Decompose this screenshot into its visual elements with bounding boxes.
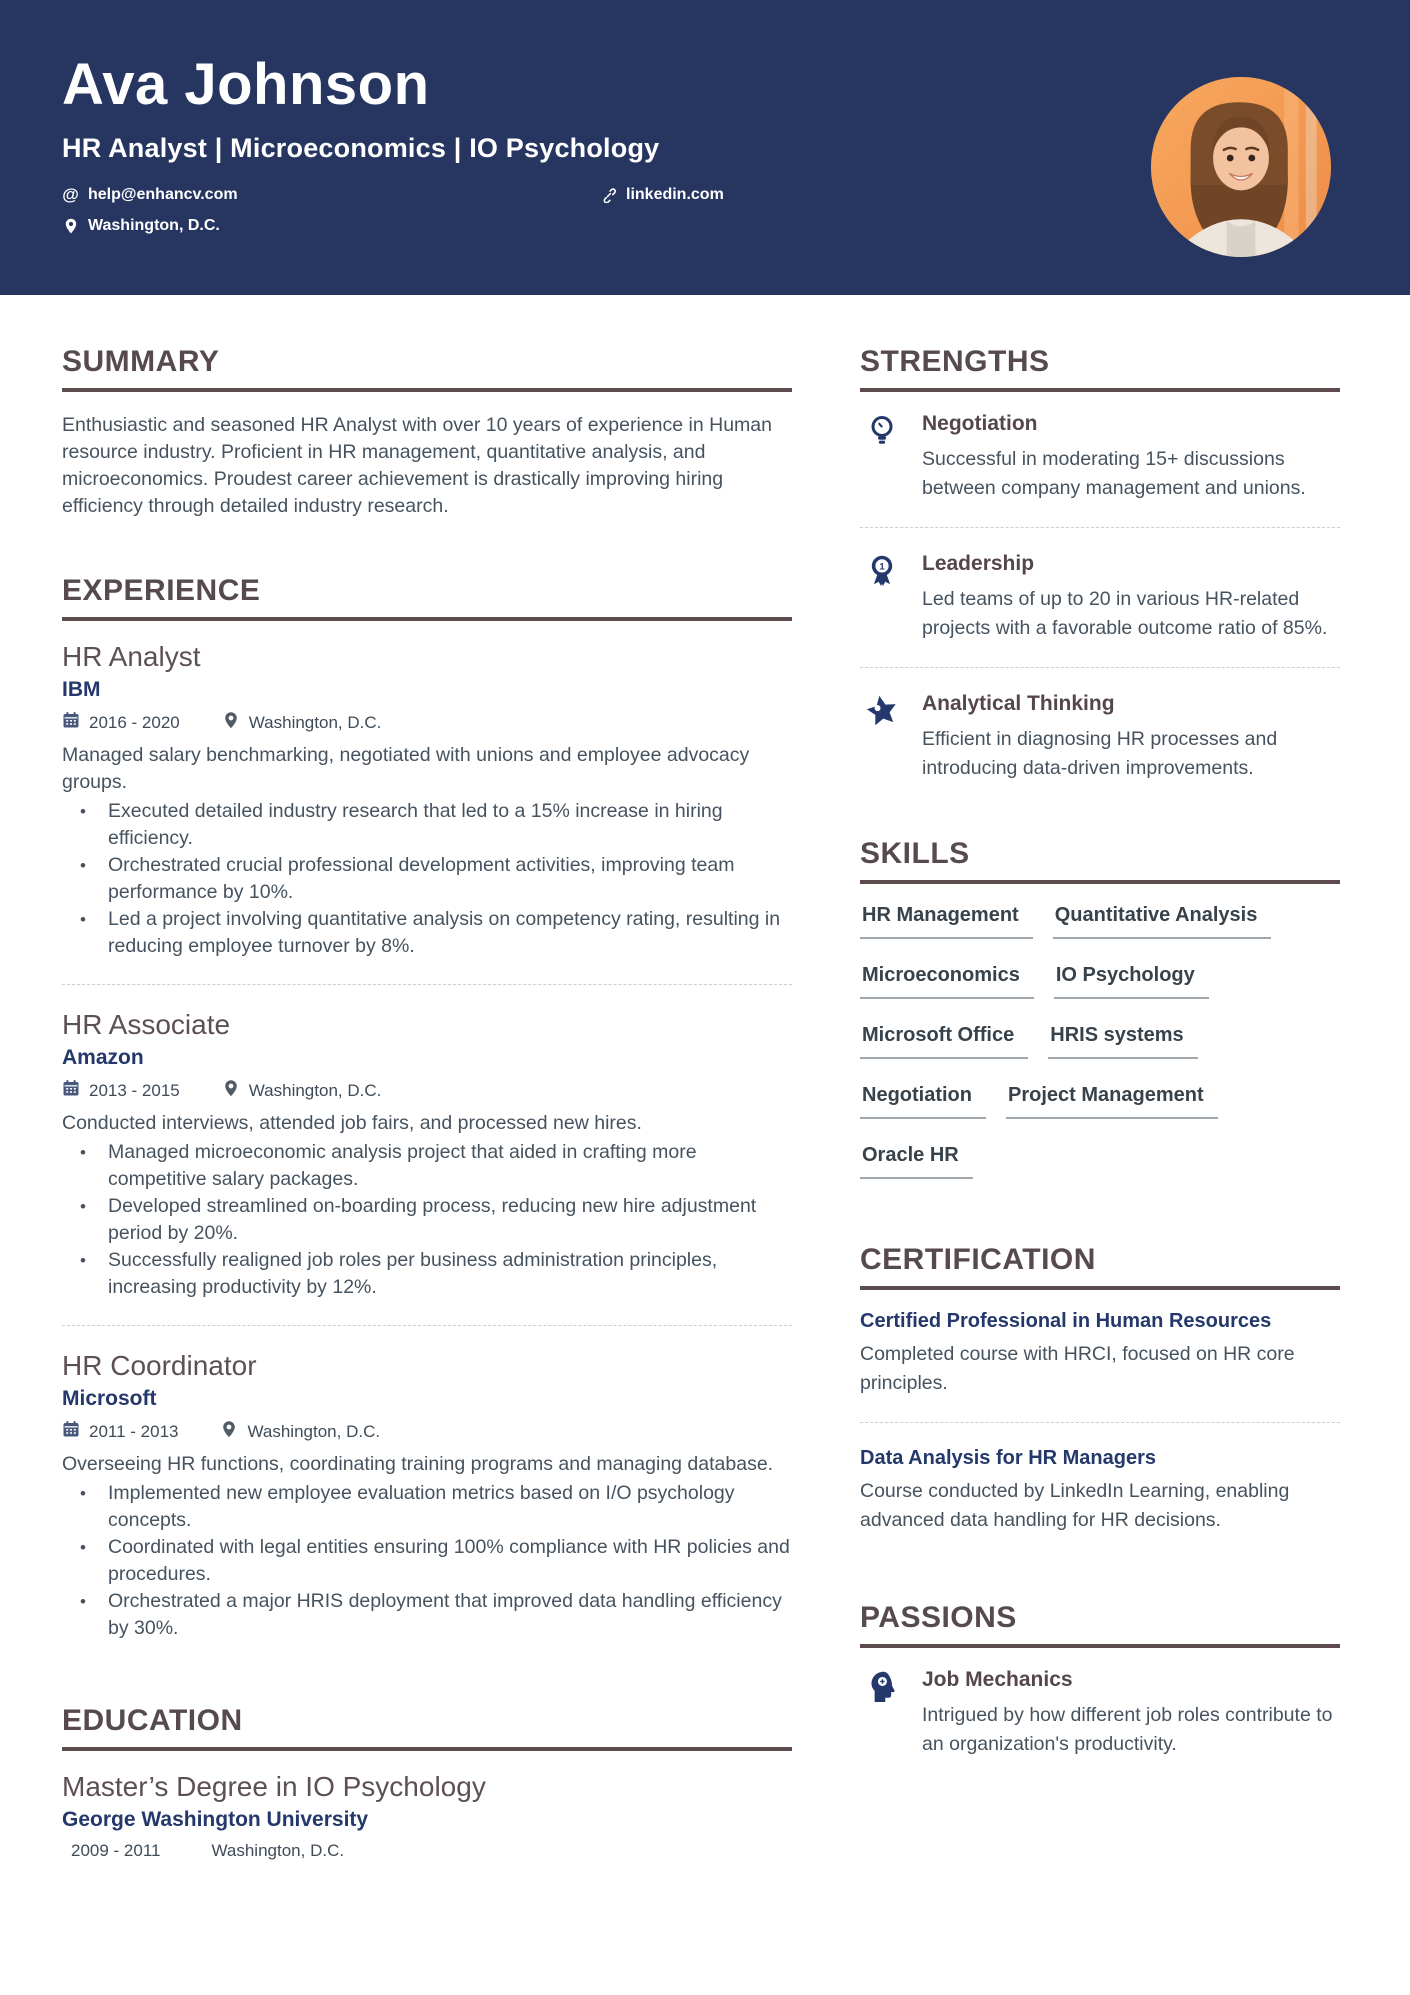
location-pin-icon (220, 1420, 238, 1443)
certification-item (860, 1447, 1340, 1535)
education-location: Washington, D.C. (211, 1841, 345, 1860)
job-bullet: • Orchestrated crucial professional development activities, improving team performance by 10%. (62, 852, 792, 906)
job-bullet: • Orchestrated a major HRIS deployment that improved data handling efficiency by 30%. (62, 1588, 792, 1642)
email-text: help@enhancv.com (88, 185, 238, 203)
job-date-text: 2016 - 2020 (89, 712, 180, 732)
summary-heading: SUMMARY (62, 345, 792, 392)
dashed-divider (62, 984, 792, 985)
profile-photo (1151, 77, 1331, 257)
passion-item (860, 1668, 1340, 1759)
dashed-divider (62, 1325, 792, 1326)
strength-text: Led teams of up to 20 in various HR-related projects with a favorable outcome ratio of 85%. (922, 588, 1328, 639)
location-icon (62, 217, 79, 234)
experience-section (62, 574, 792, 1642)
passions-heading: PASSIONS (860, 1601, 1340, 1648)
passions-section (860, 1601, 1340, 1759)
strength-text: Efficient in diagnosing HR processes and introducing data-driven improvements. (922, 728, 1278, 779)
skill-item: Project Management (1006, 1084, 1218, 1119)
job-title: HR Analyst (62, 641, 201, 672)
location-item (62, 217, 220, 235)
dashed-divider (860, 667, 1340, 668)
certification-section (860, 1243, 1340, 1535)
job-dates (62, 1420, 178, 1443)
strengths-list (860, 412, 1340, 783)
job-bullet: • Led a project involving quantitative analysis on competency rating, resulting in reducing employee turnover by 8%. (62, 906, 792, 960)
job-bullet: • Managed microeconomic analysis project that aided in crafting more competitive salary packages. (62, 1139, 792, 1193)
skill-item: HRIS systems (1048, 1024, 1197, 1059)
location-text: Washington, D.C. (88, 216, 220, 234)
at-icon: @ (62, 185, 79, 205)
strength-title: Negotiation (922, 412, 1038, 435)
resume-body (0, 345, 1410, 1915)
education-heading: EDUCATION (62, 1704, 792, 1751)
job-location-text: Washington, D.C. (247, 1421, 381, 1441)
strengths-section (860, 345, 1340, 783)
experience-job (62, 1009, 792, 1301)
certification-heading: CERTIFICATION (860, 1243, 1340, 1290)
email-link[interactable] (62, 186, 600, 204)
job-location (220, 1420, 380, 1443)
job-summary: Conducted interviews, attended job fairs, and processed new hires. (62, 1112, 642, 1134)
left-column (62, 345, 792, 1915)
summary-section (62, 345, 792, 520)
strength-item (860, 692, 1340, 783)
job-company: IBM (62, 678, 101, 701)
skill-item: Microsoft Office (860, 1024, 1028, 1059)
passions-list (860, 1668, 1340, 1759)
summary-text: Enthusiastic and seasoned HR Analyst with over 10 years of experience in Human resource industry. Proficient in HR management, quantitative analysis, and microeconomics. Proudest career achievement is drastically improving hiring efficiency through detailed industry research. (62, 414, 772, 517)
star-icon (864, 693, 902, 731)
degree-title: Master’s Degree in IO Psychology (62, 1771, 486, 1802)
education-dates: 2009 - 2011 (71, 1841, 161, 1860)
job-date-text: 2013 - 2015 (89, 1080, 180, 1100)
svg-text:1: 1 (879, 561, 885, 573)
job-title: HR Associate (62, 1009, 231, 1040)
job-bullets (62, 1480, 792, 1642)
link-icon (600, 186, 617, 203)
linkedin-text: linkedin.com (626, 185, 724, 203)
job-bullet: • Successfully realigned job roles per business administration principles, increasing productivity by 12%. (62, 1247, 792, 1301)
job-date-text: 2011 - 2013 (89, 1421, 179, 1441)
job-bullets (62, 1139, 792, 1301)
job-meta (62, 711, 792, 734)
linkedin-link[interactable] (600, 186, 724, 204)
skills-heading: SKILLS (860, 837, 1340, 884)
calendar-icon (62, 1079, 80, 1102)
medal-icon (864, 553, 902, 591)
school-name: George Washington University (62, 1808, 369, 1831)
skill-item: IO Psychology (1054, 964, 1209, 999)
job-meta (62, 1420, 792, 1443)
skill-item: Negotiation (860, 1084, 986, 1119)
job-location-text: Washington, D.C. (248, 1080, 382, 1100)
job-bullet: • Developed streamlined on-boarding process, reducing new hire adjustment period by 20%. (62, 1193, 792, 1247)
experience-job (62, 641, 792, 960)
education-meta (62, 1841, 792, 1861)
strengths-heading: STRENGTHS (860, 345, 1340, 392)
certification-item (860, 1310, 1340, 1398)
job-meta (62, 1079, 792, 1102)
dashed-divider (860, 1422, 1340, 1423)
job-dates (62, 711, 180, 734)
certification-title: Certified Professional in Human Resources (860, 1310, 1272, 1332)
calendar-icon (62, 1420, 80, 1443)
location-pin-icon (222, 1079, 240, 1102)
job-summary: Overseeing HR functions, coordinating training programs and managing database. (62, 1453, 774, 1475)
skills-section (860, 837, 1340, 1179)
experience-heading: EXPERIENCE (62, 574, 792, 621)
job-list (62, 641, 792, 1642)
passion-title: Job Mechanics (922, 1668, 1073, 1691)
certification-title: Data Analysis for HR Managers (860, 1447, 1157, 1469)
job-location (222, 1079, 382, 1102)
skill-item: Quantitative Analysis (1053, 904, 1272, 939)
job-company: Microsoft (62, 1387, 157, 1410)
skill-item: Oracle HR (860, 1144, 973, 1179)
job-bullets (62, 798, 792, 960)
strength-text: Successful in moderating 15+ discussions between company management and unions. (922, 448, 1306, 499)
job-summary: Managed salary benchmarking, negotiated with unions and employee advocacy groups. (62, 744, 750, 793)
strength-title: Analytical Thinking (922, 692, 1115, 715)
education-section (62, 1704, 792, 1861)
lightbulb-icon (864, 413, 902, 451)
job-location (222, 711, 382, 734)
skill-item: Microeconomics (860, 964, 1034, 999)
right-column (860, 345, 1340, 1915)
passion-text: Intrigued by how different job roles contribute to an organization's productivity. (922, 1704, 1333, 1755)
strength-title: Leadership (922, 552, 1035, 575)
person-name: Ava Johnson (62, 52, 430, 117)
job-bullet: • Implemented new employee evaluation metrics based on I/O psychology concepts. (62, 1480, 792, 1534)
certification-text: Course conducted by LinkedIn Learning, enabling advanced data handling for HR decisions. (860, 1480, 1290, 1531)
job-dates (62, 1079, 180, 1102)
certification-list (860, 1310, 1340, 1535)
dashed-divider (860, 527, 1340, 528)
strength-item (860, 412, 1340, 503)
head-icon (864, 1669, 902, 1707)
avatar-illustration (1151, 77, 1331, 257)
job-bullet: • Coordinated with legal entities ensuring 100% compliance with HR policies and procedures. (62, 1534, 792, 1588)
certification-text: Completed course with HRCI, focused on HR core principles. (860, 1343, 1295, 1394)
experience-job (62, 1350, 792, 1642)
job-bullet: • Executed detailed industry research that led to a 15% increase in hiring efficiency. (62, 798, 792, 852)
job-location-text: Washington, D.C. (248, 712, 382, 732)
skill-item: HR Management (860, 904, 1033, 939)
job-title: HR Coordinator (62, 1350, 257, 1381)
strength-item (860, 552, 1340, 643)
location-pin-icon (222, 711, 240, 734)
person-headline: HR Analyst | Microeconomics | IO Psychology (62, 132, 660, 163)
calendar-icon (62, 711, 80, 734)
job-company: Amazon (62, 1046, 144, 1069)
skills-list (860, 904, 1340, 1179)
resume-header (0, 0, 1410, 295)
contact-row-2 (62, 217, 1348, 235)
